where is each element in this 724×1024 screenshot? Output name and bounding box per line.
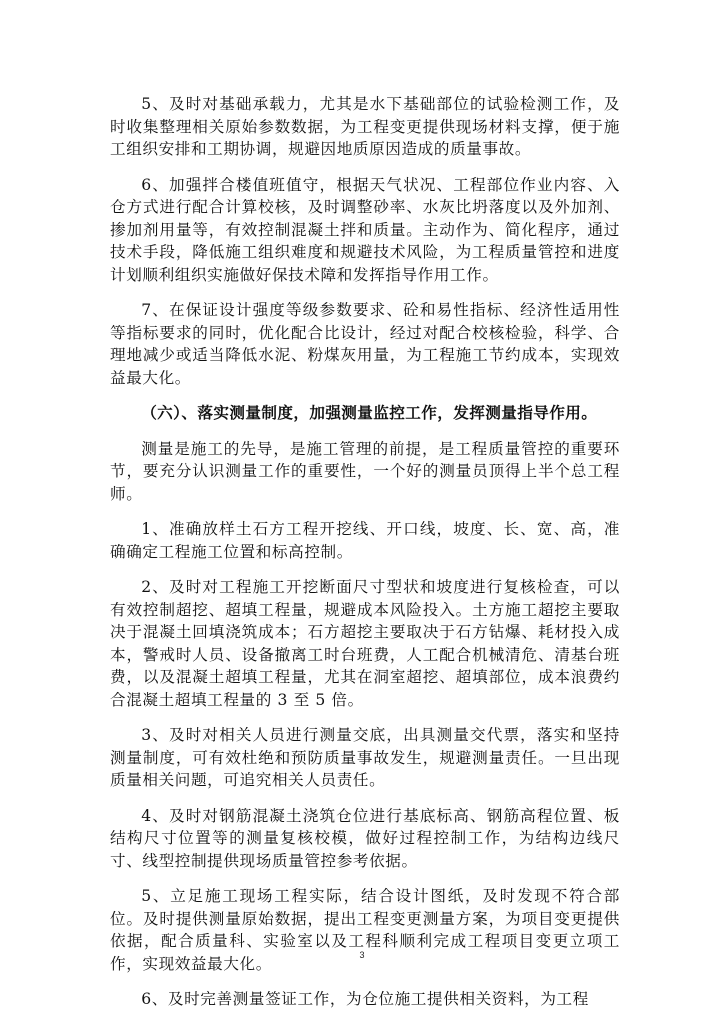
section-heading-surveying: （六）、落实测量制度，加强测量监控工作，发挥测量指导作用。: [141, 403, 598, 422]
document-body: [110, 93, 620, 1024]
paragraph-surveying-item-1: 1、准确放样土石方工程开挖线、开口线，坡度、长、宽、高，准确确定工程施工位置和标高控制。: [110, 520, 620, 561]
paragraph-surveying-item-2: 2、及时对工程施工开挖断面尺寸型状和坡度进行复核检查，可以有效控制超挖、超填工程量，规避成本风险投入。土方施工超挖主要取决于混凝土回填浇筑成本；石方超挖主要取决于石方钻爆、耗材投入成本，警戒时人员、设备撤离工时台班费，人工配合机械清危、清基台班费，以及混凝土超填工程量，尤其在洞室超挖、超填部位，成本浪费约合混凝土超填工程量的 3 至 5 倍。: [110, 578, 620, 709]
paragraph-surveying-intro: 测量是施工的先导，是施工管理的前提，是工程质量管控的重要环节，要充分认识测量工作的重要性，一个好的测量员顶得上半个总工程师。: [110, 439, 620, 503]
paragraph-surveying-item-4: 4、及时对钢筋混凝土浇筑仓位进行基底标高、钢筋高程位置、板结构尺寸位置等的测量复核校模，做好过程控制工作，为结构边线尺寸、线型控制提供现场质量管控参考依据。: [110, 806, 620, 870]
paragraph-mix-design-optimization: 7、在保证设计强度等级参数要求、砼和易性指标、经济性适用性等指标要求的同时，优化配合比设计，经过对配合校核检验，科学、合理地减少或适当降低水泥、粉煤灰用量，为工程施工节约成本，实现效益最大化。: [110, 301, 620, 387]
page-number: 3: [359, 950, 365, 960]
paragraph-surveying-item-5: 5、立足施工现场工程实际，结合设计图纸，及时发现不符合部位。及时提供测量原始数据，提出工程变更测量方案，为项目变更提供依据，配合质量科、实验室以及工程科顺利完成工程项目变更立项工作，实现效益最大化。: [110, 887, 620, 973]
paragraph-surveying-item-3: 3、及时对相关人员进行测量交底，出具测量交代票，落实和坚持测量制度，可有效杜绝和预防质量事故发生，规避测量责任。一旦出现质量相关问题，可追究相关人员责任。: [110, 726, 620, 789]
paragraph-foundation-testing: 5、及时对基础承载力，尤其是水下基础部位的试验检测工作，及时收集整理相关原始参数数据，为工程变更提供现场材料支撑，便于施工组织安排和工期协调，规避因地质原因造成的质量事故。: [110, 95, 620, 158]
paragraph-mixing-plant-duty: 6、加强拌合楼值班值守，根据天气状况、工程部位作业内容、入仓方式进行配合计算校核，及时调整砂率、水灰比坍落度以及外加剂、掺加剂用量等，有效控制混凝土拌和质量。主动作为、简化程序，通过技术手段，降低施工组织难度和规避技术风险，为工程质量管控和进度计划顺利组织实施做好保技术障和发挥指导作用工作。: [110, 175, 620, 284]
paragraph-surveying-item-6: 6、及时完善测量签证工作，为仓位施工提供相关资料，为工程: [141, 990, 589, 1008]
